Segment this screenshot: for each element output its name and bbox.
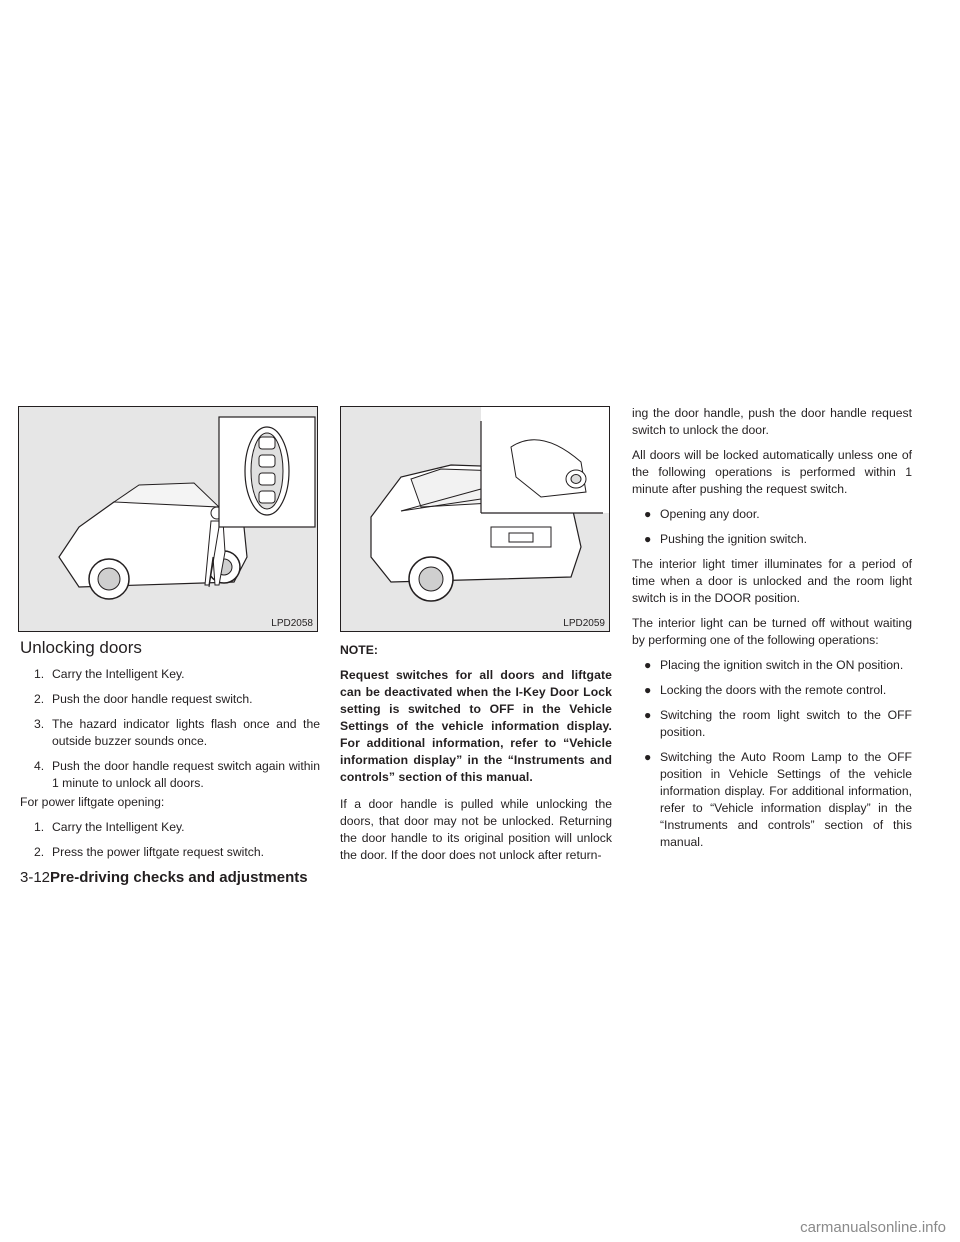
- bullet-item: ● Opening any door.: [644, 507, 760, 521]
- bullet-icon: ●: [644, 708, 652, 722]
- note-body: Request switches for all doors and liftgate can be deactivated when the I-Key Door Lock setting is switched to OFF in the Vehicle Settings of the vehicle information display. For additional information, refer to “Vehicle information display” in the “Instruments and controls” section of this manual.: [340, 668, 612, 784]
- watermark: carmanualsonline.info: [800, 1219, 946, 1236]
- car-with-key-illustration: [19, 407, 318, 632]
- liftgate-intro: For power liftgate opening:: [20, 795, 165, 809]
- bullet-icon: ●: [644, 658, 652, 672]
- paragraph: The interior light can be turned off without waiting by performing one of the following operations:: [632, 616, 912, 647]
- section-heading: Unlocking doors: [20, 638, 142, 657]
- list-item: 4. Push the door handle request switch again within 1 minute to unlock all doors.: [34, 759, 320, 790]
- figure-code: LPD2058: [271, 618, 313, 629]
- bullet-icon: ●: [644, 507, 652, 521]
- bullet-item: ● Placing the ignition switch in the ON position.: [644, 658, 904, 672]
- bullet-icon: ●: [644, 683, 652, 697]
- list-item: 2. Push the door handle request switch.: [34, 692, 253, 706]
- list-item: 1. Carry the Intelligent Key.: [34, 667, 185, 681]
- list-item: 2. Press the power liftgate request switch.: [34, 845, 265, 859]
- column-left: [20, 638, 320, 869]
- page-footer: [20, 869, 308, 887]
- figure-code: LPD2059: [563, 618, 605, 629]
- paragraph: All doors will be locked automatically unless one of the following operations is performed within 1 minute after pushing the request switch.: [632, 448, 912, 496]
- figure-unlock-doors: [18, 406, 318, 632]
- figure-door-handle-switch: [340, 406, 610, 632]
- note-label: NOTE:: [340, 643, 378, 657]
- bullet-item: ● Switching the Auto Room Lamp to the OFF position in Vehicle Settings of the vehicle information display. For additional information, refer to “Vehicle information display” in the “Instruments and controls” section of this manual.: [644, 750, 912, 849]
- bullet-icon: ●: [644, 750, 652, 764]
- paragraph: ing the door handle, push the door handle request switch to unlock the door.: [632, 406, 912, 437]
- column-middle: [340, 638, 612, 872]
- column-right: [632, 405, 912, 859]
- bullet-item: ● Locking the doors with the remote control.: [644, 683, 887, 697]
- bullet-icon: ●: [644, 532, 652, 546]
- page-number: 3-12: [20, 869, 51, 886]
- list-item: 3. The hazard indicator lights flash once and the outside buzzer sounds once.: [34, 717, 320, 748]
- paragraph: The interior light timer illuminates for a period of time when a door is unlocked and the room light switch is in the DOOR position.: [632, 557, 912, 605]
- paragraph: If a door handle is pulled while unlocking the doors, that door may not be unlocked. Returning the door handle to its original position will unlock the door. If the door does not unlock after return-: [340, 797, 612, 862]
- bullet-item: ● Pushing the ignition switch.: [644, 532, 808, 546]
- bullet-item: ● Switching the room light switch to the OFF position.: [644, 708, 912, 739]
- section-title: Pre-driving checks and adjustments: [50, 869, 308, 886]
- list-item: 1. Carry the Intelligent Key.: [34, 820, 185, 834]
- car-rear-with-handle-illustration: [341, 407, 610, 632]
